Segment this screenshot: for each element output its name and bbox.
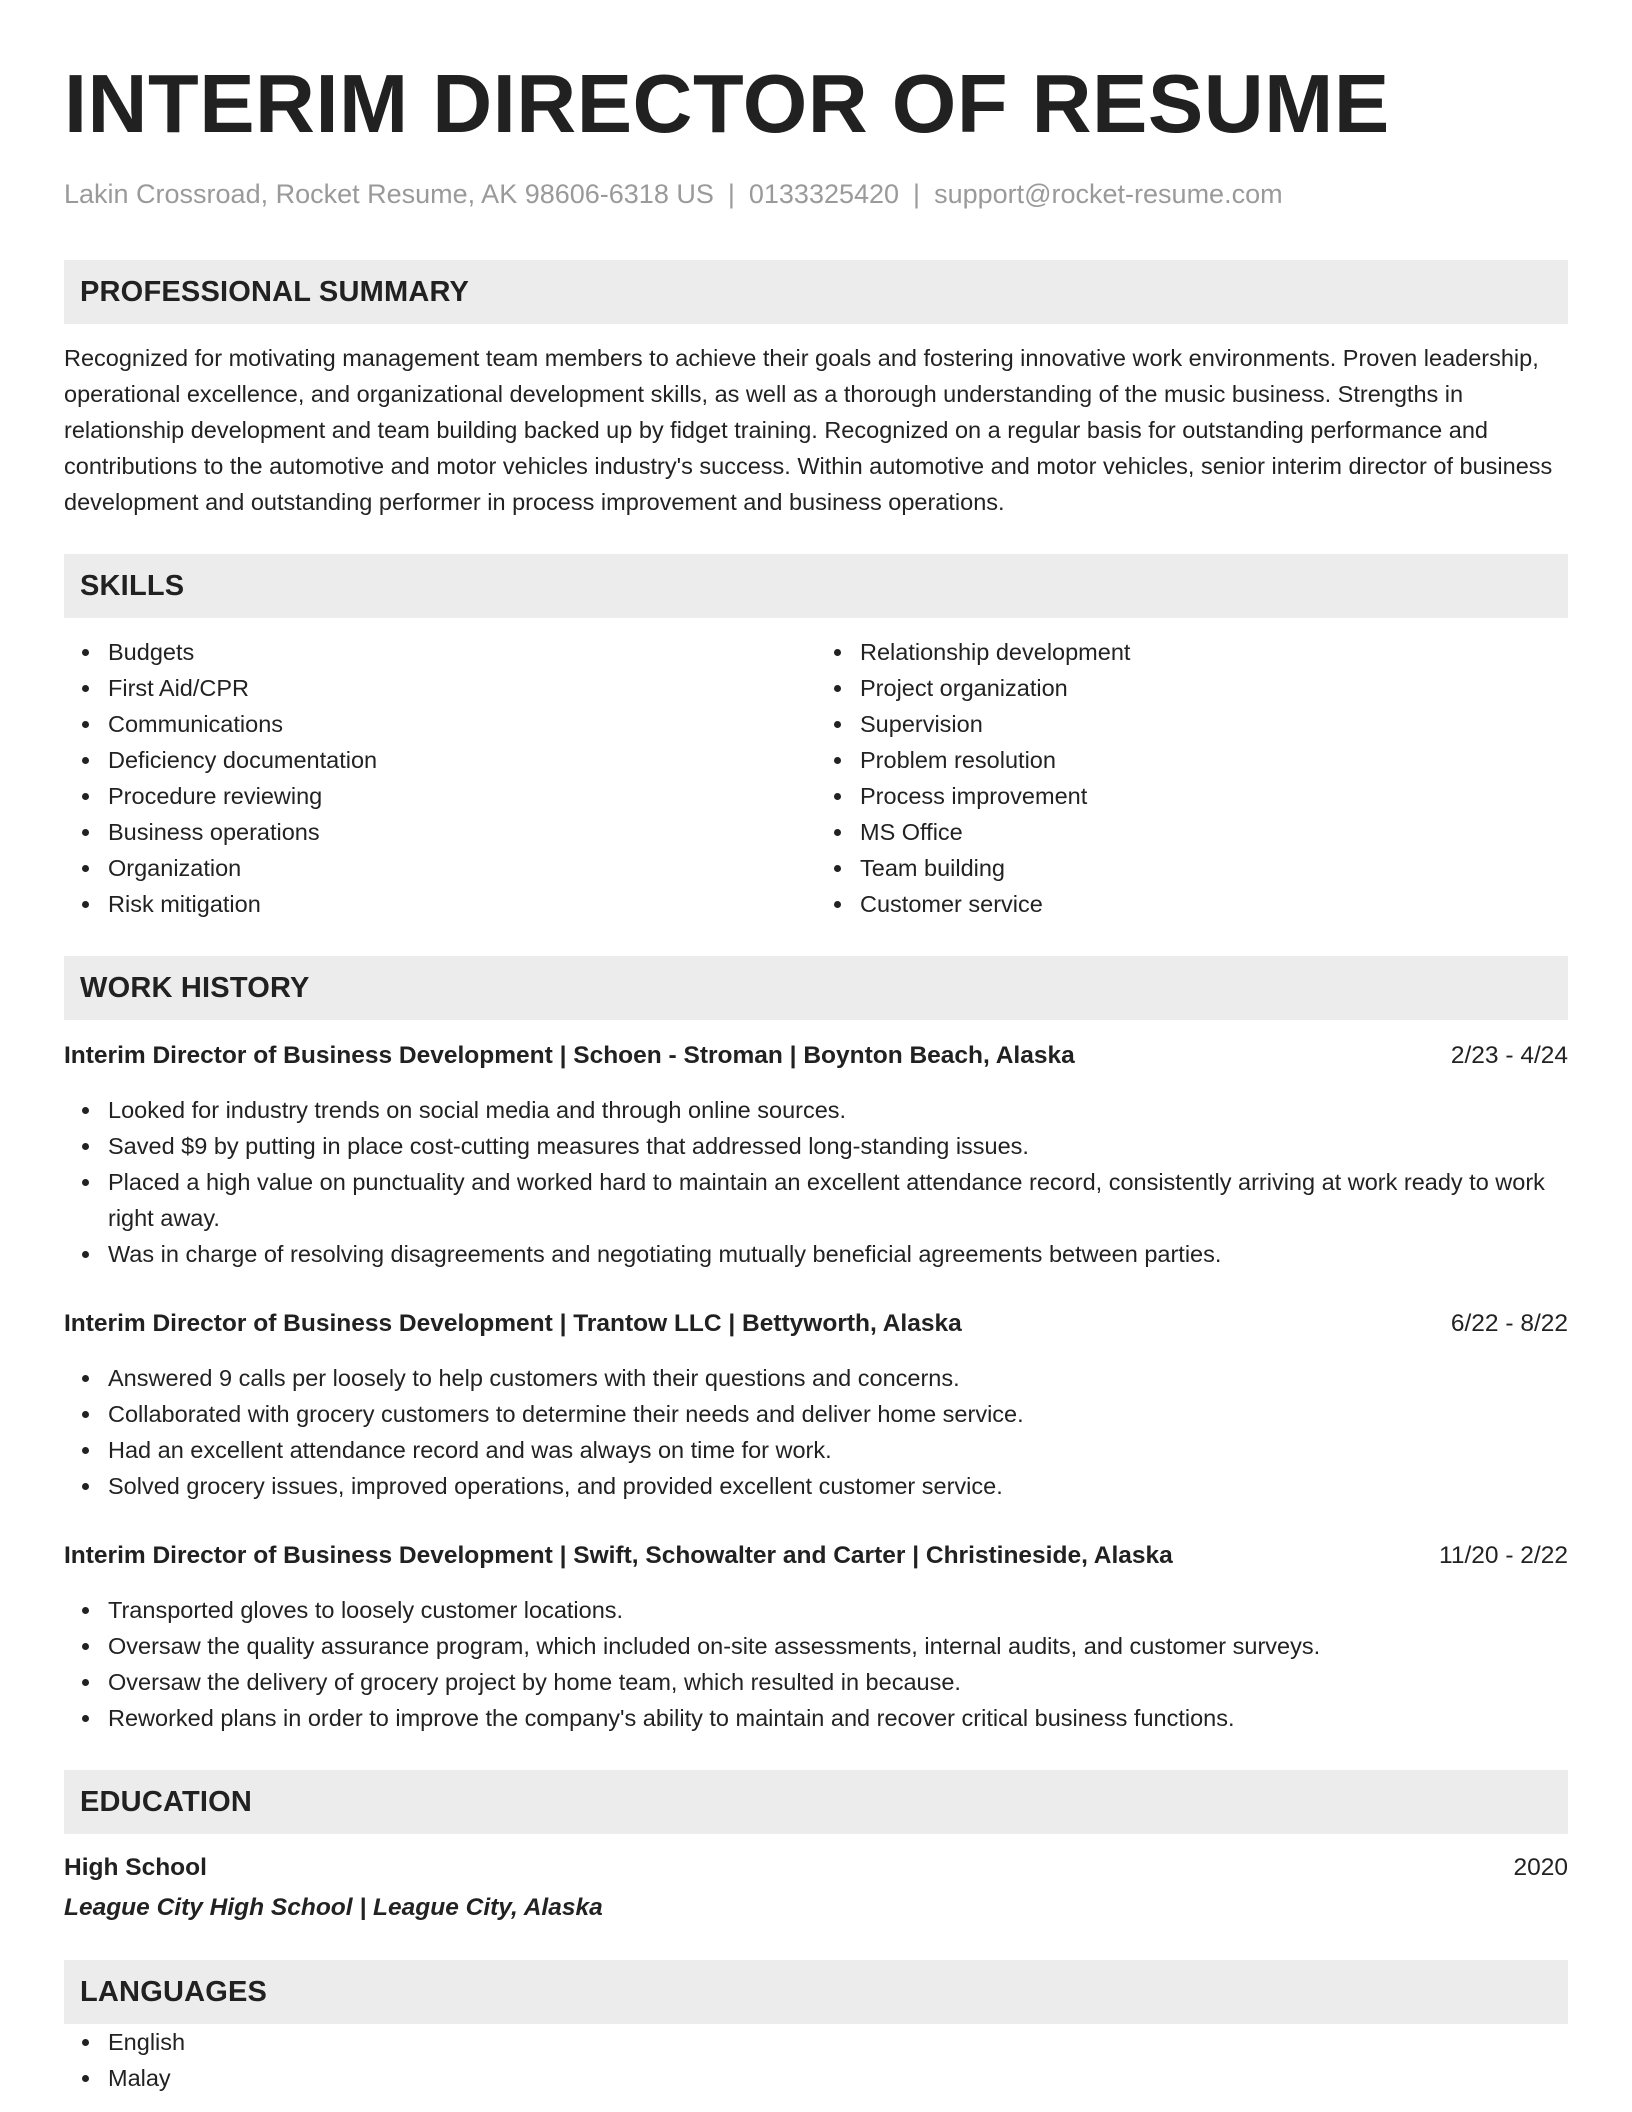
section-heading-summary: PROFESSIONAL SUMMARY xyxy=(64,260,1568,324)
job-bullet: Transported gloves to loosely customer locations. xyxy=(108,1592,1568,1628)
job-bullet: Was in charge of resolving disagreements and negotiating mutually beneficial agreements between parties. xyxy=(108,1236,1568,1272)
skill-item: Organization xyxy=(108,850,816,886)
job-bullet: Oversaw the delivery of grocery project by home team, which resulted in because. xyxy=(108,1664,1568,1700)
job-bullet: Collaborated with grocery customers to determine their needs and deliver home service. xyxy=(108,1396,1568,1432)
skills-column-left xyxy=(64,634,816,922)
skill-item: Procedure reviewing xyxy=(108,778,816,814)
skill-item: Customer service xyxy=(860,886,1568,922)
education-header xyxy=(64,1850,1568,1886)
education-school: League City High School | League City, Alaska xyxy=(64,1894,603,1921)
education-degree: High School xyxy=(64,1854,207,1881)
skill-item: Process improvement xyxy=(860,778,1568,814)
job-bullet: Solved grocery issues, improved operations, and provided excellent customer service. xyxy=(108,1468,1568,1504)
section-heading-education: EDUCATION xyxy=(64,1770,1568,1834)
job-dates: 2/23 - 4/24 xyxy=(1450,1042,1568,1069)
section-heading-work-history: WORK HISTORY xyxy=(64,956,1568,1020)
skills-grid xyxy=(64,634,1568,922)
section-heading-languages: LANGUAGES xyxy=(64,1960,1568,2024)
job-bullet: Looked for industry trends on social media and through online sources. xyxy=(108,1092,1568,1128)
job-header xyxy=(64,1538,1568,1574)
job-dates: 11/20 - 2/22 xyxy=(1439,1542,1568,1569)
language-item: Malay xyxy=(108,2060,1568,2096)
skill-item: Team building xyxy=(860,850,1568,886)
contact-line xyxy=(64,176,1568,212)
job-bullets xyxy=(64,1360,1568,1504)
language-item: English xyxy=(108,2024,1568,2060)
job-dates: 6/22 - 8/22 xyxy=(1450,1310,1568,1337)
job-title: Interim Director of Business Development | Swift, Schowalter and Carter | Christineside, Alaska xyxy=(64,1542,1173,1569)
job-bullet: Saved $9 by putting in place cost-cutting measures that addressed long-standing issues. xyxy=(108,1128,1568,1164)
contact-separator: | xyxy=(913,179,921,209)
summary-text: Recognized for motivating management team members to achieve their goals and fostering innovative work environments. Proven leadership, operational excellence, and organizational development skills, as well as a thorough understanding of the music business. Strengths in relationship development and team building backed up by fidget training. Recognized on a regular basis for outstanding performance and contributions to the automotive and motor vehicles industry's success. Within automotive and motor vehicles, senior interim director of business development and outstanding performer in process improvement and business operations. xyxy=(64,345,1553,515)
job-bullets xyxy=(64,1092,1568,1272)
skill-item: Relationship development xyxy=(860,634,1568,670)
languages-list xyxy=(64,2024,1568,2096)
job-bullet: Answered 9 calls per loosely to help customers with their questions and concerns. xyxy=(108,1360,1568,1396)
job-bullet: Oversaw the quality assurance program, which included on-site assessments, internal audits, and customer surveys. xyxy=(108,1628,1568,1664)
skill-item: Risk mitigation xyxy=(108,886,816,922)
job-title: Interim Director of Business Development | Schoen - Stroman | Boynton Beach, Alaska xyxy=(64,1042,1075,1069)
skill-item: First Aid/CPR xyxy=(108,670,816,706)
job-header xyxy=(64,1038,1568,1074)
job-title: Interim Director of Business Development | Trantow LLC | Bettyworth, Alaska xyxy=(64,1310,962,1337)
job-bullets xyxy=(64,1592,1568,1736)
skill-item: MS Office xyxy=(860,814,1568,850)
resume-name-title: INTERIM DIRECTOR OF RESUME xyxy=(64,57,1390,150)
skill-item: Supervision xyxy=(860,706,1568,742)
education-year: 2020 xyxy=(1513,1854,1568,1881)
skill-item: Deficiency documentation xyxy=(108,742,816,778)
job-entry xyxy=(64,1306,1568,1504)
skills-column-right xyxy=(816,634,1568,922)
skill-item: Communications xyxy=(108,706,816,742)
contact-address: Lakin Crossroad, Rocket Resume, AK 98606-6318 US xyxy=(64,179,714,209)
skill-item: Problem resolution xyxy=(860,742,1568,778)
skill-item: Budgets xyxy=(108,634,816,670)
contact-email: support@rocket-resume.com xyxy=(934,179,1283,209)
job-header xyxy=(64,1306,1568,1342)
education-entry xyxy=(64,1850,1568,1926)
contact-separator: | xyxy=(727,179,735,209)
skill-item: Business operations xyxy=(108,814,816,850)
job-bullet: Had an excellent attendance record and was always on time for work. xyxy=(108,1432,1568,1468)
job-bullet: Reworked plans in order to improve the company's ability to maintain and recover critical business functions. xyxy=(108,1700,1568,1736)
skill-item: Project organization xyxy=(860,670,1568,706)
job-bullet: Placed a high value on punctuality and worked hard to maintain an excellent attendance record, consistently arriving at work ready to work right away. xyxy=(108,1164,1568,1236)
section-heading-skills: SKILLS xyxy=(64,554,1568,618)
job-entry xyxy=(64,1038,1568,1272)
contact-phone: 0133325420 xyxy=(748,179,900,209)
job-entry xyxy=(64,1538,1568,1736)
